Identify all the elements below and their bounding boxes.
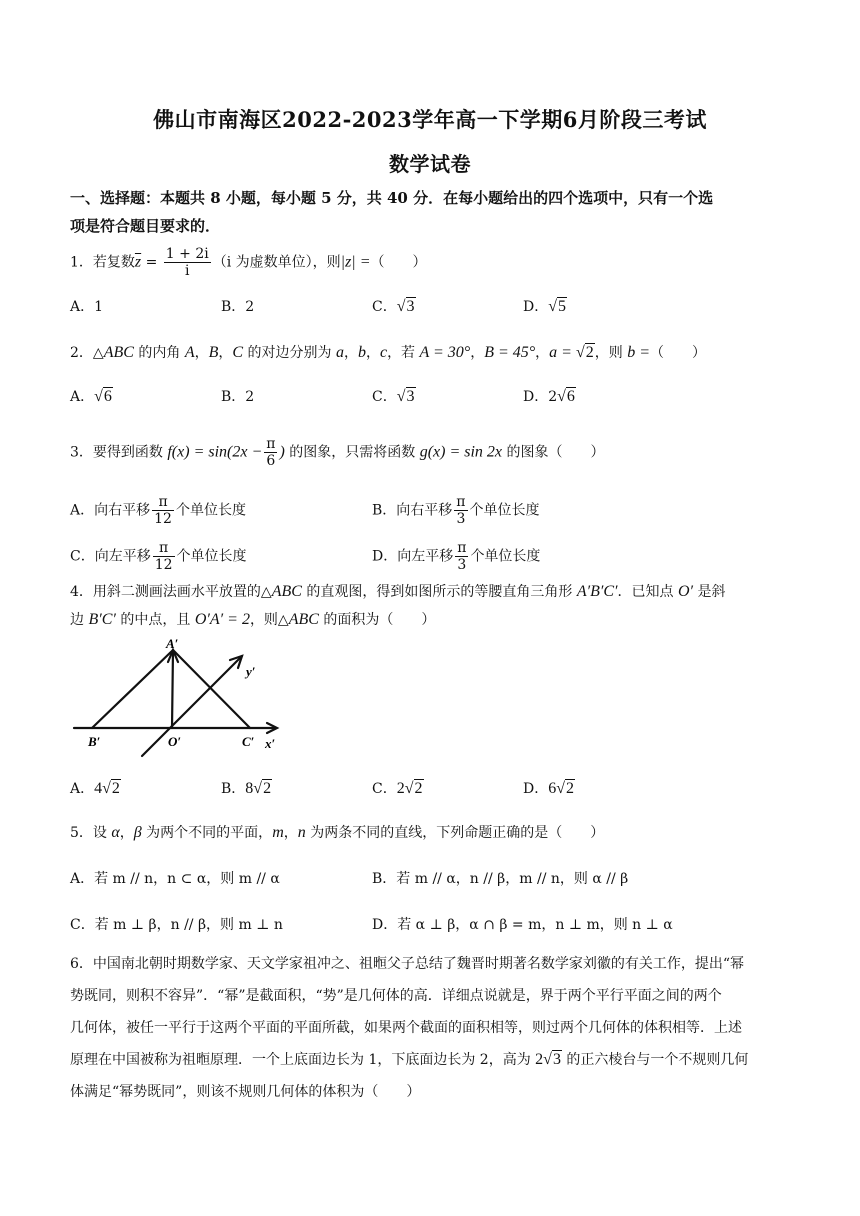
q1-abs: |z| = — [340, 253, 371, 271]
q6-line5: 体满足“幂势既同”，则该不规则几何体的体积为（ ） — [70, 1084, 421, 1100]
section-heading — [70, 184, 800, 240]
q1-option-d[interactable]: D．√5 — [523, 298, 567, 315]
question-3: 3．要得到函数 f(x) = sin(2x − $\frac{\pi}{6}$ ) 的图象，只需将函数 g(x) = sin 2x 的图象（ ） — [70, 436, 605, 469]
q4-option-b[interactable]: B．8√2 — [221, 780, 272, 797]
label-a-prime: A′ — [166, 638, 179, 651]
q6-line2: 势既同，则积不容异”．“幂”是截面积，“势”是几何体的高．详细点说就是，界于两个平行平面之间的两个 — [70, 988, 722, 1004]
median-oa — [172, 650, 173, 728]
q1-mid: （i 为虚数单位），则 — [212, 254, 341, 271]
q3-option-c[interactable]: C．向左平移 $\frac{\pi}{12}$ 个单位长度 — [70, 540, 247, 573]
label-x-prime: x′ — [265, 736, 276, 751]
q6-line3: 几何体，被任一平行于这两个平面的平面所截，如果两个截面的面积相等，则过两个几何体的体积相等．上述 — [70, 1020, 742, 1036]
q2-option-a[interactable]: A．√6 — [70, 388, 112, 405]
question-5: 5．设 α，β 为两个不同的平面，m，n 为两条不同的直线，下列命题正确的是（ ） — [70, 824, 605, 841]
q3-option-a[interactable]: A．向右平移 $\frac{\pi}{12}$ 个单位长度 — [70, 494, 246, 527]
q3-option-b[interactable]: B．向右平移 $\frac{\pi}{3}$ 个单位长度 — [372, 494, 540, 527]
label-y-prime: y′ — [246, 664, 256, 679]
q4-option-a[interactable]: A．4√2 — [70, 780, 120, 797]
q1-option-a[interactable]: A．1 — [70, 299, 104, 315]
label-o-prime: O′ — [168, 734, 182, 749]
q5-option-d[interactable]: D．若 α ⊥ β，α ∩ β = m，n ⊥ m，则 n ⊥ α — [372, 917, 673, 933]
q6-line4: 原理在中国被称为祖暅原理．一个上底面边长为 1，下底面边长为 2，高为 2√3 的正六棱台与一个不规则几何 — [70, 1051, 749, 1068]
q4-option-c[interactable]: C．2√2 — [372, 780, 423, 797]
sqrt-symbol: √5 — [548, 298, 567, 315]
section-heading-line1: 一、选择题：本题共 8 小题，每小题 5 分，共 40 分．在每小题给出的四个选项中，只有一个选 — [70, 189, 714, 207]
q1-answer-blank: （ ） — [370, 254, 427, 271]
q2-option-b[interactable]: B．2 — [221, 389, 255, 405]
label-b-prime: B′ — [88, 734, 101, 749]
page-title: 佛山市南海区2022-2023学年高一下学期6月阶段三考试 — [153, 107, 707, 132]
q3-option-d[interactable]: D．向左平移 $\frac{\pi}{3}$ 个单位长度 — [372, 540, 541, 573]
q2-option-d[interactable]: D．2√6 — [523, 388, 575, 405]
page-subtitle: 数学试卷 — [389, 152, 471, 176]
q2-option-c[interactable]: C．√3 — [372, 388, 415, 405]
q5-option-a[interactable]: A．若 m // n，n ⊂ α，则 m // α — [70, 871, 280, 887]
question-4: 4．用斜二测画法画水平放置的△ABC 的直观图，得到如图所示的等腰直角三角形 A′B′C′．已知点 O′ 是斜 边 B′C′ 的中点，且 O′A′ = 2，则△ABC 的面积为（ ） — [70, 583, 726, 628]
section-heading-line2: 项是符合题目要求的． — [70, 217, 221, 235]
q5-option-b[interactable]: B．若 m // α，n // β，m // n，则 α // β — [372, 871, 629, 887]
triangle-side-ba — [92, 650, 173, 728]
sqrt-symbol: √3 — [396, 298, 415, 315]
q1-frac-num: 1 + 2i — [165, 246, 209, 262]
question-2: 2．△ABC 的内角 A，B，C 的对边分别为 a，b，c，若 A = 30°，B = 45°，a = √2，则 b =（ ） — [70, 344, 706, 361]
question-1 — [70, 246, 427, 279]
q1-eq: = — [141, 254, 162, 271]
q6-line1: 6．中国南北朝时期数学家、天文学家祖冲之、祖暅父子总结了魏晋时期著名数学家刘徽的有关工作，提出“幂 — [70, 956, 745, 972]
q5-option-c[interactable]: C．若 m ⊥ β，n // β，则 m ⊥ n — [70, 917, 283, 933]
q4-figure — [70, 638, 285, 760]
q1-frac-den: i — [185, 263, 190, 279]
q1-option-b[interactable]: B．2 — [221, 299, 255, 315]
q4-option-d[interactable]: D．6√2 — [523, 780, 575, 797]
label-c-prime: C′ — [242, 734, 255, 749]
question-6 — [70, 948, 796, 1108]
q1-fraction — [164, 246, 211, 279]
q1-z-bar: $\overline{z}$ — [134, 253, 142, 271]
triangle-side-ac — [173, 650, 250, 728]
q1-option-c[interactable]: C．√3 — [372, 298, 415, 315]
q1-lead: 1．若复数 — [70, 254, 135, 271]
